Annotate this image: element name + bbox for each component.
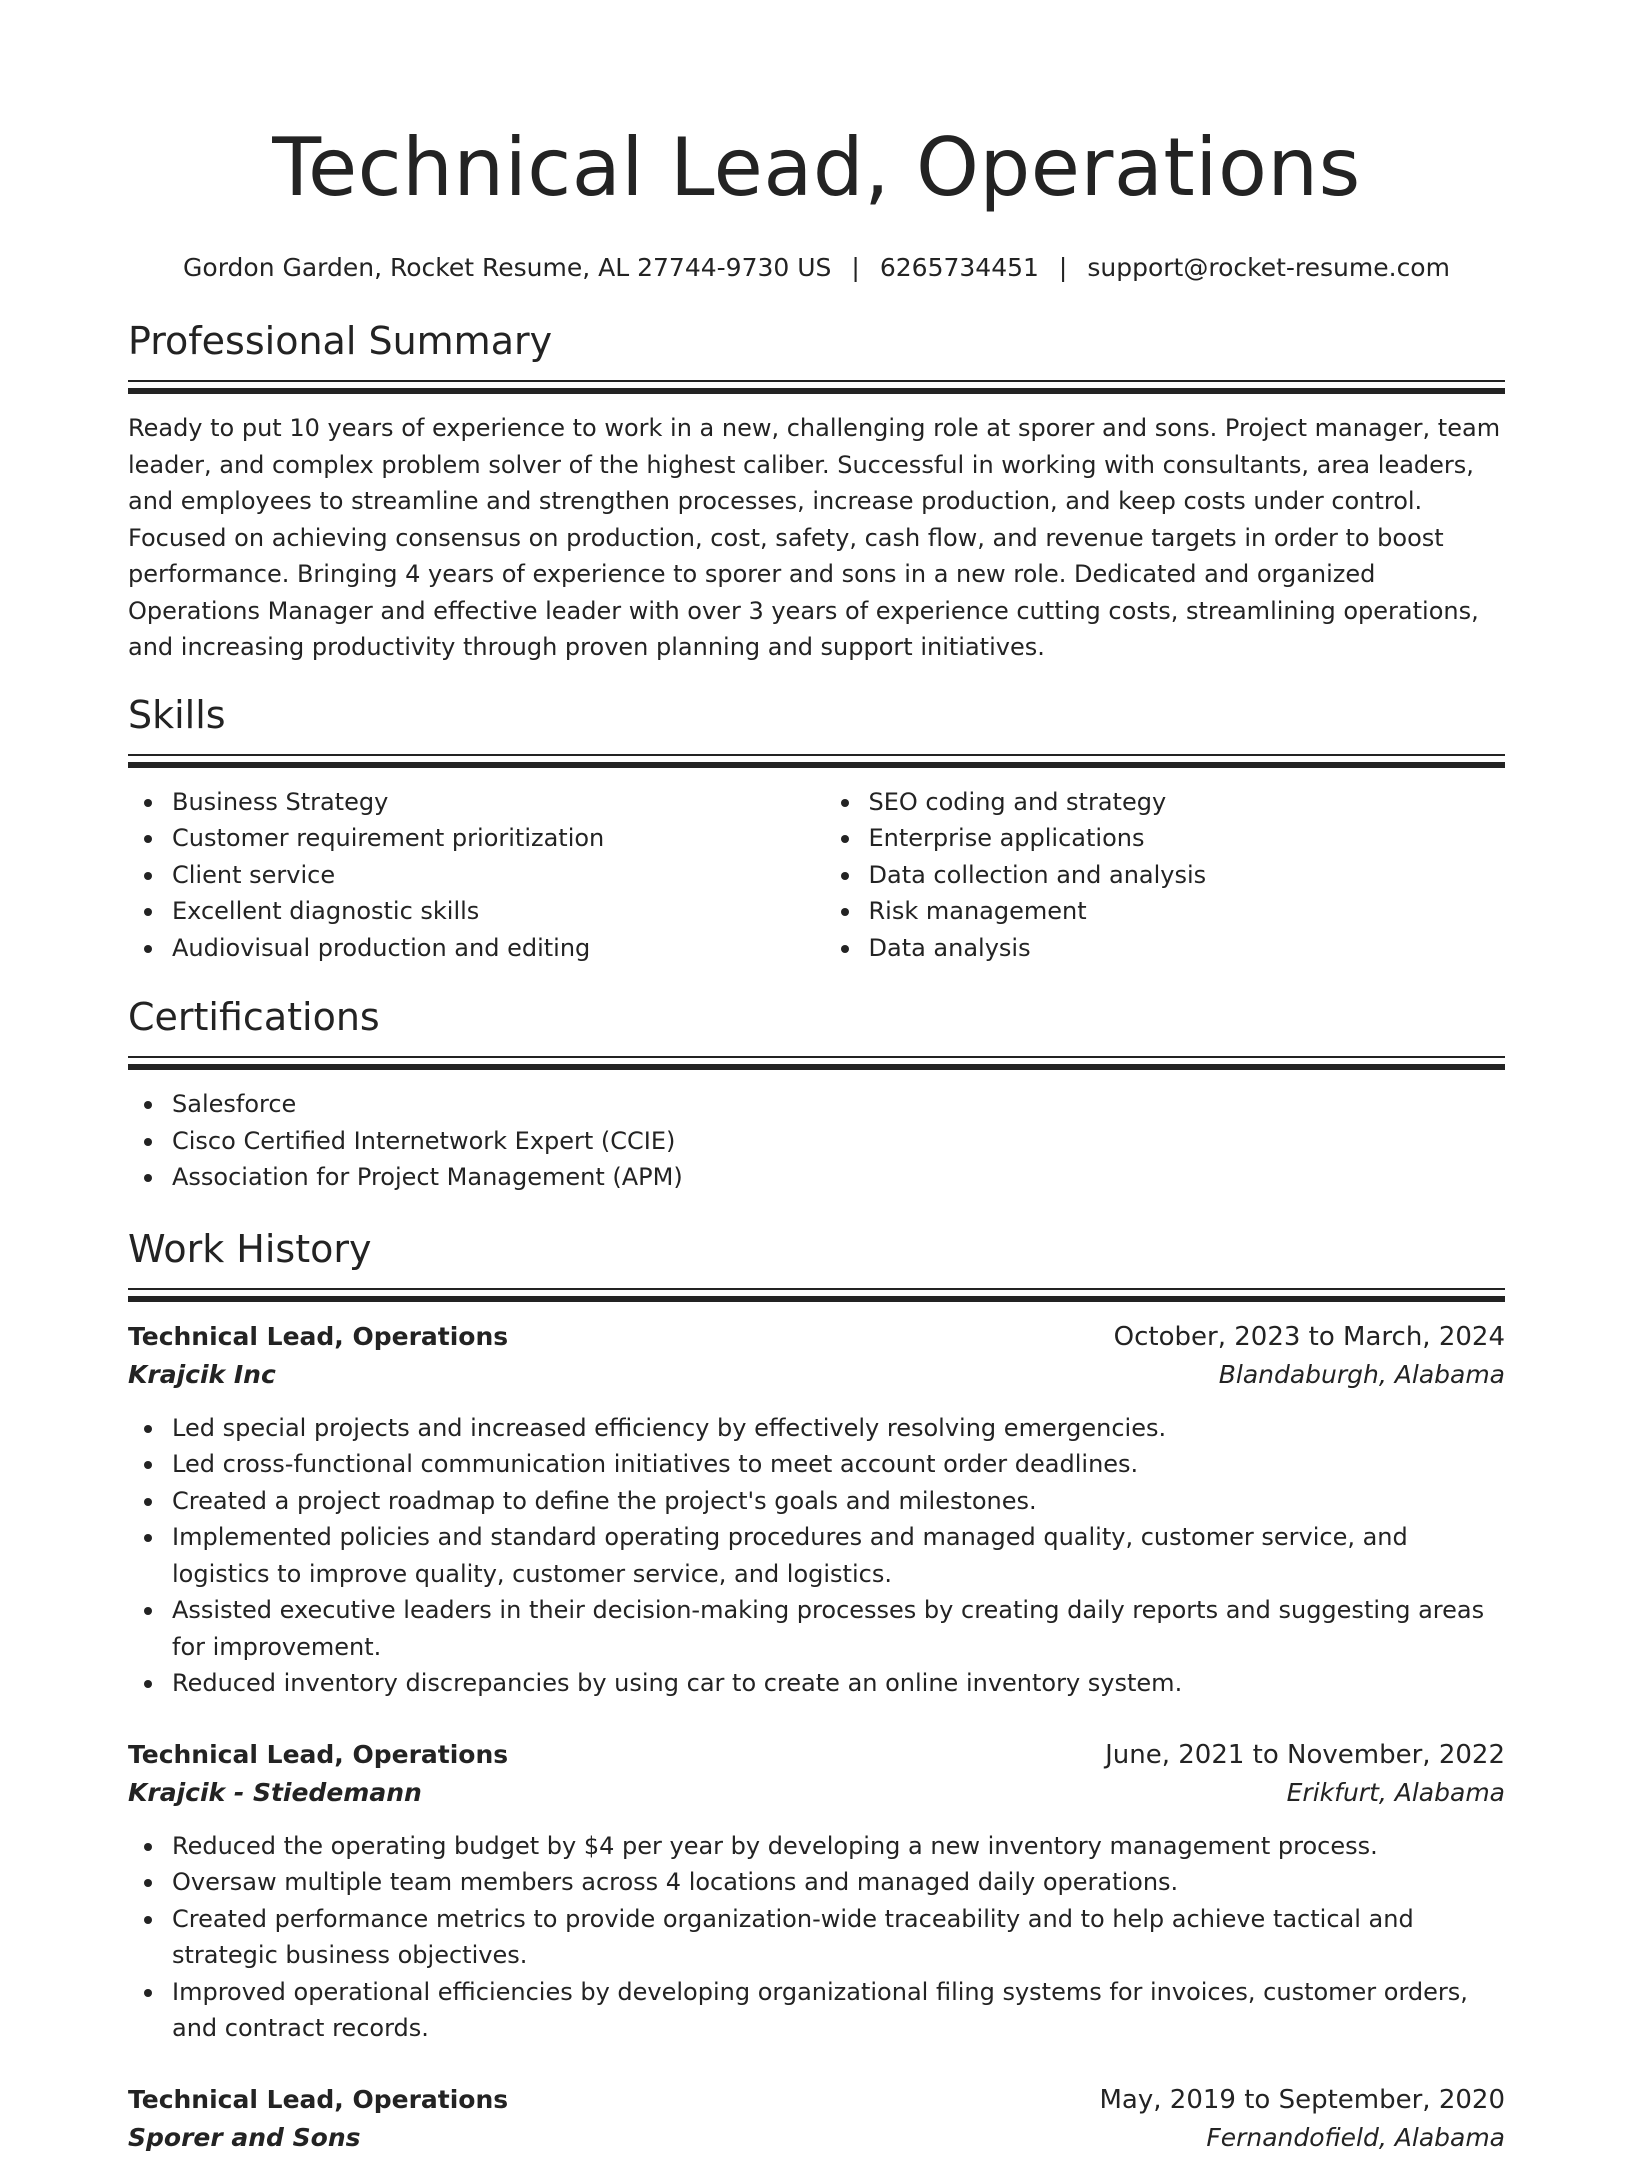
certification-item: Salesforce [128,1086,1505,1123]
section-divider [128,1056,1505,1070]
job-header-row [128,2081,1505,2119]
job-title: Technical Lead, Operations [128,2084,509,2114]
contact-address: Gordon Garden, Rocket Resume, AL 27744-9730 US [183,253,832,282]
job-company: Krajcik Inc [128,1359,276,1389]
contact-separator: | [1058,253,1068,282]
job-dates: June, 2021 to November, 2022 [1105,1739,1505,1770]
skill-item: Enterprise applications [825,820,1506,857]
certifications-section [128,994,1505,1196]
job-bullet: Led special projects and increased efficiency by effectively resolving emergencies. [128,1410,1505,1447]
skill-item: Client service [128,857,817,894]
contact-separator: | [851,253,860,282]
section-divider [128,754,1505,768]
work-history-section [128,1226,1505,2157]
job-entry [128,1736,1505,2047]
certification-item: Association for Project Management (APM) [128,1159,1505,1196]
skill-item: SEO coding and strategy [825,784,1506,821]
work-history-heading: Work History [128,1226,372,1271]
summary-text: Ready to put 10 years of experience to work in a new, challenging role at sporer and sons. Project manager, team leader, and complex problem solver of the highest caliber. Successful in working with consultants, area leaders, and employees to streamline and strengthen processes, increase production, and keep costs under control. Focused on achieving consensus on production, cost, safety, cash flow, and revenue targets in order to boost performance. Bringing 4 years of experience to sporer and sons in a new role. Dedicated and organized Operations Manager and effective leader with over 3 years of experience cutting costs, streamlining operations, and increasing productivity through proven planning and support initiatives. [128,414,1501,661]
job-title: Technical Lead, Operations [128,1739,509,1769]
skill-item: Audiovisual production and editing [128,930,817,967]
job-company: Krajcik - Stiedemann [128,1777,422,1807]
job-company-row [128,2119,1505,2157]
job-location: Erikfurt, Alabama [1286,1777,1505,1807]
job-location: Fernandofield, Alabama [1206,2122,1505,2152]
job-location: Blandaburgh, Alabama [1218,1359,1505,1389]
skills-list-left [128,784,817,967]
job-header-row [128,1318,1505,1356]
contact-line [128,252,1505,284]
job-bullet: Oversaw multiple team members across 4 locations and managed daily operations. [128,1864,1505,1901]
section-divider [128,380,1505,394]
certifications-list [128,1086,1505,1196]
job-bullet: Created a project roadmap to define the project's goals and milestones. [128,1483,1505,1520]
job-entry [128,1318,1505,1702]
job-company: Sporer and Sons [128,2122,361,2152]
job-bullet: Implemented policies and standard operating procedures and managed quality, customer service, and logistics to improve quality, customer service, and logistics. [128,1519,1505,1592]
job-bullet: Created performance metrics to provide organization-wide traceability and to help achieve tactical and strategic business objectives. [128,1901,1505,1974]
job-bullets [128,1828,1505,2047]
skill-item: Excellent diagnostic skills [128,893,817,930]
summary-section [128,318,1505,666]
skill-item: Risk management [825,893,1506,930]
skill-item: Data collection and analysis [825,857,1506,894]
job-bullets [128,1410,1505,1702]
resume-title: Technical Lead, Operations [272,121,1361,214]
skills-section [128,692,1505,967]
job-title: Technical Lead, Operations [128,1321,509,1351]
job-entry [128,2081,1505,2157]
skill-item: Business Strategy [128,784,817,821]
section-divider [128,1288,1505,1302]
job-bullet: Reduced the operating budget by $4 per year by developing a new inventory management process. [128,1828,1505,1865]
job-bullet: Improved operational efficiencies by developing organizational filing systems for invoices, customer orders, and contract records. [128,1974,1505,2047]
skills-list-right [817,784,1506,967]
job-company-row [128,1774,1505,1812]
summary-heading: Professional Summary [128,319,553,363]
job-bullet: Reduced inventory discrepancies by using car to create an online inventory system. [128,1665,1505,1702]
skill-item: Data analysis [825,930,1506,967]
job-header-row [128,1736,1505,1774]
skills-columns [128,784,1505,967]
certification-item: Cisco Certified Internetwork Expert (CCIE) [128,1123,1505,1160]
job-company-row [128,1356,1505,1394]
certifications-heading: Certifications [128,995,380,1039]
contact-phone: 6265734451 [879,253,1039,282]
skill-item: Customer requirement prioritization [128,820,817,857]
job-bullet: Assisted executive leaders in their decision-making processes by creating daily reports and suggesting areas for improvement. [128,1592,1505,1665]
job-bullet: Led cross-functional communication initiatives to meet account order deadlines. [128,1446,1505,1483]
contact-email: support@rocket-resume.com [1087,253,1450,282]
skills-heading: Skills [128,692,226,737]
job-dates: May, 2019 to September, 2020 [1099,2084,1505,2115]
job-dates: October, 2023 to March, 2024 [1113,1321,1505,1352]
